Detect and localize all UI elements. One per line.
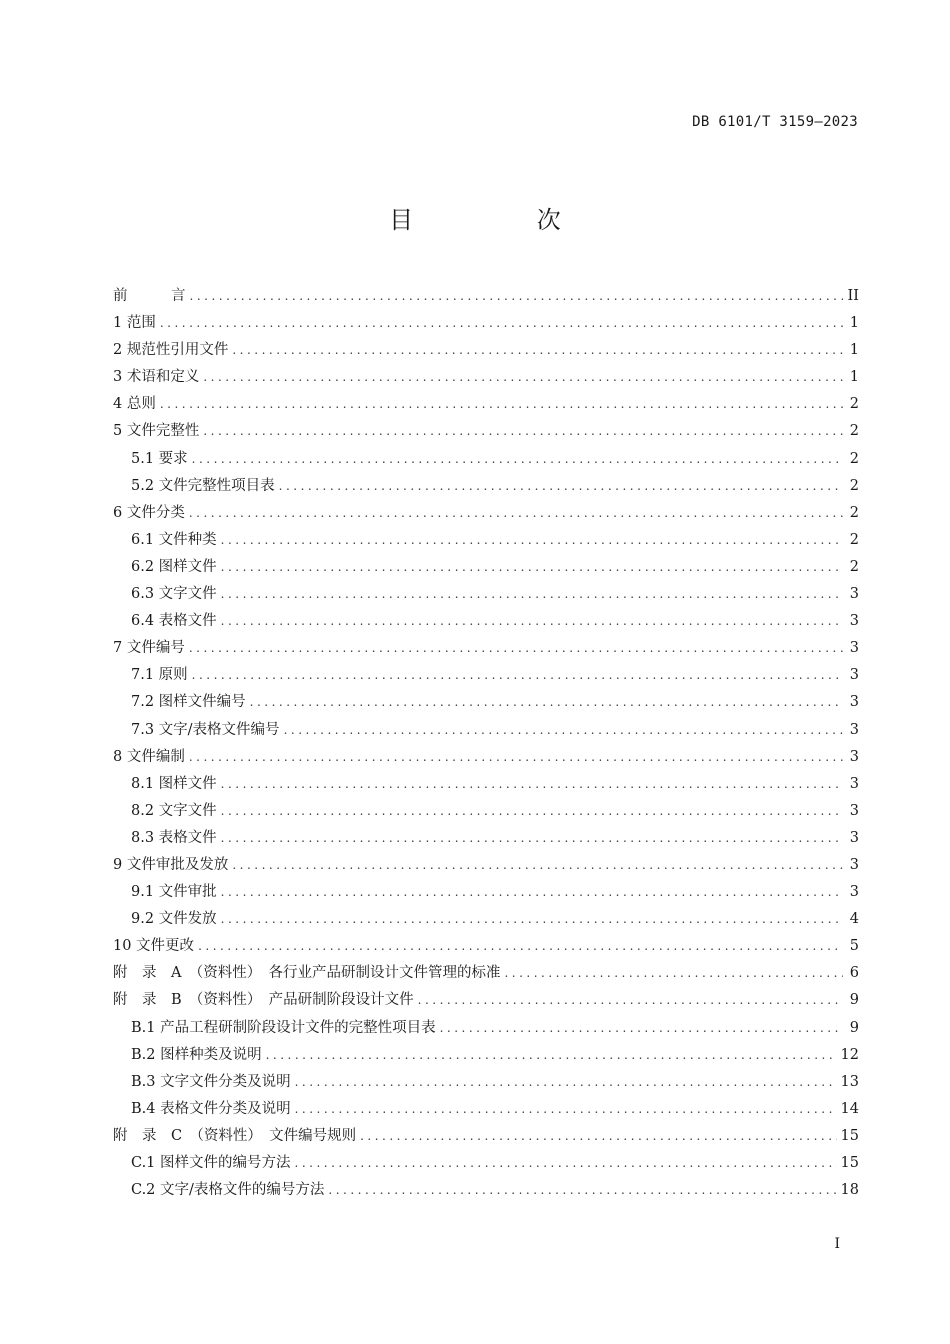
toc-entry-label: B.1 产品工程研制阶段设计文件的完整性项目表 [131, 1019, 436, 1036]
toc-entry[interactable] [113, 906, 859, 933]
toc-entry-page: 1 [849, 369, 859, 386]
toc-entry-label: 8 文件编制 [113, 748, 185, 765]
toc-entry[interactable] [113, 689, 859, 716]
toc-entry[interactable] [113, 1123, 859, 1150]
page-number: I [834, 1236, 840, 1252]
toc-leader-dots [295, 1096, 837, 1123]
toc-entry-page: 2 [849, 423, 859, 440]
toc-entry[interactable] [113, 310, 859, 337]
toc-entry-label: 7 文件编号 [113, 640, 185, 657]
toc-entry-label: 5.1 要求 [131, 450, 188, 467]
toc-entry-label: 7.3 文字/表格文件编号 [131, 721, 280, 738]
toc-leader-dots [221, 581, 843, 608]
toc-entry-label: 7.2 图样文件编号 [131, 694, 246, 711]
toc-entry-page: 2 [849, 531, 859, 548]
toc-entry-page: 3 [849, 613, 859, 630]
toc-entry[interactable] [113, 635, 859, 662]
toc-entry[interactable] [113, 960, 859, 987]
toc-entry[interactable] [113, 717, 859, 744]
toc-leader-dots [232, 337, 843, 364]
toc-entry-page: 2 [849, 450, 859, 467]
toc-entry-label: 6.1 文件种类 [131, 531, 217, 548]
toc-entry-page: 3 [849, 721, 859, 738]
toc-entry-label: 8.1 图样文件 [131, 775, 217, 792]
toc-entry-label: 附 录 A （资料性） 各行业产品研制设计文件管理的标准 [113, 965, 501, 982]
toc-entry-page: 1 [849, 342, 859, 359]
toc-leader-dots [328, 1177, 836, 1204]
toc-entry-label: C.2 文字/表格文件的编号方法 [131, 1182, 325, 1199]
toc-leader-dots [198, 933, 843, 960]
toc-leader-dots [418, 987, 843, 1014]
toc-entry[interactable] [113, 446, 859, 473]
table-of-contents [113, 283, 859, 1204]
toc-leader-dots [295, 1069, 837, 1096]
toc-entry-page: 9 [849, 992, 859, 1009]
toc-entry-page: 3 [849, 802, 859, 819]
toc-entry[interactable] [113, 581, 859, 608]
toc-entry[interactable] [113, 1096, 859, 1123]
toc-leader-dots [279, 473, 843, 500]
toc-entry[interactable] [113, 771, 859, 798]
toc-leader-dots [360, 1123, 836, 1150]
toc-entry-label: 9 文件审批及发放 [113, 856, 229, 873]
toc-entry[interactable] [113, 418, 859, 445]
toc-entry-page: 18 [840, 1182, 859, 1199]
toc-entry-label: 5.2 文件完整性项目表 [131, 477, 275, 494]
toc-leader-dots [203, 418, 843, 445]
toc-leader-dots [250, 689, 843, 716]
toc-entry-label: 6.4 表格文件 [131, 613, 217, 630]
toc-entry[interactable] [113, 852, 859, 879]
toc-entry[interactable] [113, 337, 859, 364]
toc-entry-label: 8.2 文字文件 [131, 802, 217, 819]
toc-entry-label: 附 录 B （资料性） 产品研制阶段设计文件 [113, 992, 414, 1009]
toc-entry-page: 3 [849, 856, 859, 873]
page-title: 目 次 [389, 206, 619, 234]
toc-entry-label: 10 文件更改 [113, 938, 195, 955]
toc-entry-label: 5 文件完整性 [113, 423, 200, 440]
toc-leader-dots [266, 1042, 837, 1069]
toc-entry[interactable] [113, 1177, 859, 1204]
toc-leader-dots [221, 825, 843, 852]
toc-leader-dots [192, 662, 843, 689]
toc-entry-label: B.3 文字文件分类及说明 [131, 1073, 291, 1090]
toc-entry[interactable] [113, 825, 859, 852]
toc-entry[interactable] [113, 554, 859, 581]
toc-leader-dots [189, 744, 843, 771]
toc-entry-label: C.1 图样文件的编号方法 [131, 1155, 291, 1171]
toc-leader-dots [295, 1150, 837, 1177]
toc-entry-label: 附 录 C （资料性） 文件编号规则 [113, 1127, 357, 1144]
toc-entry[interactable] [113, 1015, 859, 1042]
toc-leader-dots [221, 771, 843, 798]
toc-leader-dots [440, 1015, 843, 1042]
toc-entry-page: II [847, 288, 859, 304]
toc-entry-page: 3 [849, 667, 859, 684]
toc-leader-dots [189, 500, 843, 527]
toc-leader-dots [504, 960, 843, 987]
toc-leader-dots [190, 283, 844, 310]
toc-entry-page: 5 [849, 938, 859, 955]
toc-leader-dots [221, 879, 843, 906]
toc-leader-dots [221, 527, 843, 554]
toc-entry-label: 9.1 文件审批 [131, 884, 217, 901]
toc-entry[interactable] [113, 1042, 859, 1069]
toc-leader-dots [221, 554, 843, 581]
toc-entry-label: 4 总则 [113, 396, 156, 413]
toc-entry[interactable] [113, 798, 859, 825]
toc-entry[interactable] [113, 1150, 859, 1177]
toc-entry-page: 9 [849, 1019, 859, 1036]
toc-entry-page: 2 [849, 558, 859, 575]
toc-entry-label: 6.3 文字文件 [131, 586, 217, 603]
toc-leader-dots [221, 906, 843, 933]
toc-entry-label: 2 规范性引用文件 [113, 342, 229, 359]
toc-leader-dots [221, 608, 843, 635]
toc-entry-page: 3 [849, 829, 859, 846]
toc-leader-dots [160, 391, 843, 418]
toc-entry-page: 15 [840, 1155, 859, 1171]
toc-leader-dots [284, 717, 843, 744]
toc-entry-page: 4 [849, 911, 859, 928]
toc-entry-page: 3 [849, 748, 859, 765]
toc-entry-label: 3 术语和定义 [113, 369, 200, 386]
toc-entry[interactable] [113, 473, 859, 500]
toc-entry-label: 6 文件分类 [113, 504, 185, 521]
toc-entry-label: 前 言 [113, 288, 186, 304]
toc-entry[interactable] [113, 879, 859, 906]
toc-entry-label: 9.2 文件发放 [131, 911, 217, 928]
toc-entry[interactable] [113, 987, 859, 1014]
toc-entry-page: 3 [849, 884, 859, 901]
toc-entry[interactable] [113, 364, 859, 391]
toc-entry-label: B.2 图样种类及说明 [131, 1046, 262, 1063]
toc-entry-page: 3 [849, 586, 859, 603]
toc-entry-page: 14 [840, 1100, 859, 1117]
toc-leader-dots [232, 852, 843, 879]
toc-entry-label: 7.1 原则 [131, 667, 188, 684]
toc-entry-page: 2 [849, 396, 859, 413]
toc-entry-page: 13 [840, 1073, 859, 1090]
toc-entry-page: 3 [849, 694, 859, 711]
toc-entry[interactable] [113, 500, 859, 527]
toc-leader-dots [189, 635, 843, 662]
toc-entry[interactable] [113, 527, 859, 554]
toc-entry[interactable] [113, 1069, 859, 1096]
toc-entry-label: 1 范围 [113, 315, 156, 332]
toc-leader-dots [192, 446, 843, 473]
toc-entry[interactable] [113, 933, 859, 960]
toc-entry-label: 6.2 图样文件 [131, 558, 217, 575]
toc-entry[interactable] [113, 283, 859, 310]
toc-entry-page: 3 [849, 640, 859, 657]
toc-entry-label: B.4 表格文件分类及说明 [131, 1100, 291, 1117]
toc-entry-page: 6 [849, 965, 859, 982]
toc-entry[interactable] [113, 662, 859, 689]
toc-entry-page: 12 [840, 1046, 859, 1063]
toc-leader-dots [221, 798, 843, 825]
toc-entry-page: 2 [849, 477, 859, 494]
toc-leader-dots [160, 310, 843, 337]
toc-entry-page: 3 [849, 775, 859, 792]
toc-leader-dots [203, 364, 843, 391]
toc-entry-page: 1 [849, 315, 859, 332]
document-code: DB 6101/T 3159—2023 [692, 114, 858, 130]
toc-entry[interactable] [113, 744, 859, 771]
toc-entry-label: 8.3 表格文件 [131, 829, 217, 846]
toc-entry-page: 15 [840, 1127, 859, 1144]
toc-entry[interactable] [113, 608, 859, 635]
toc-entry[interactable] [113, 391, 859, 418]
toc-entry-page: 2 [849, 504, 859, 521]
